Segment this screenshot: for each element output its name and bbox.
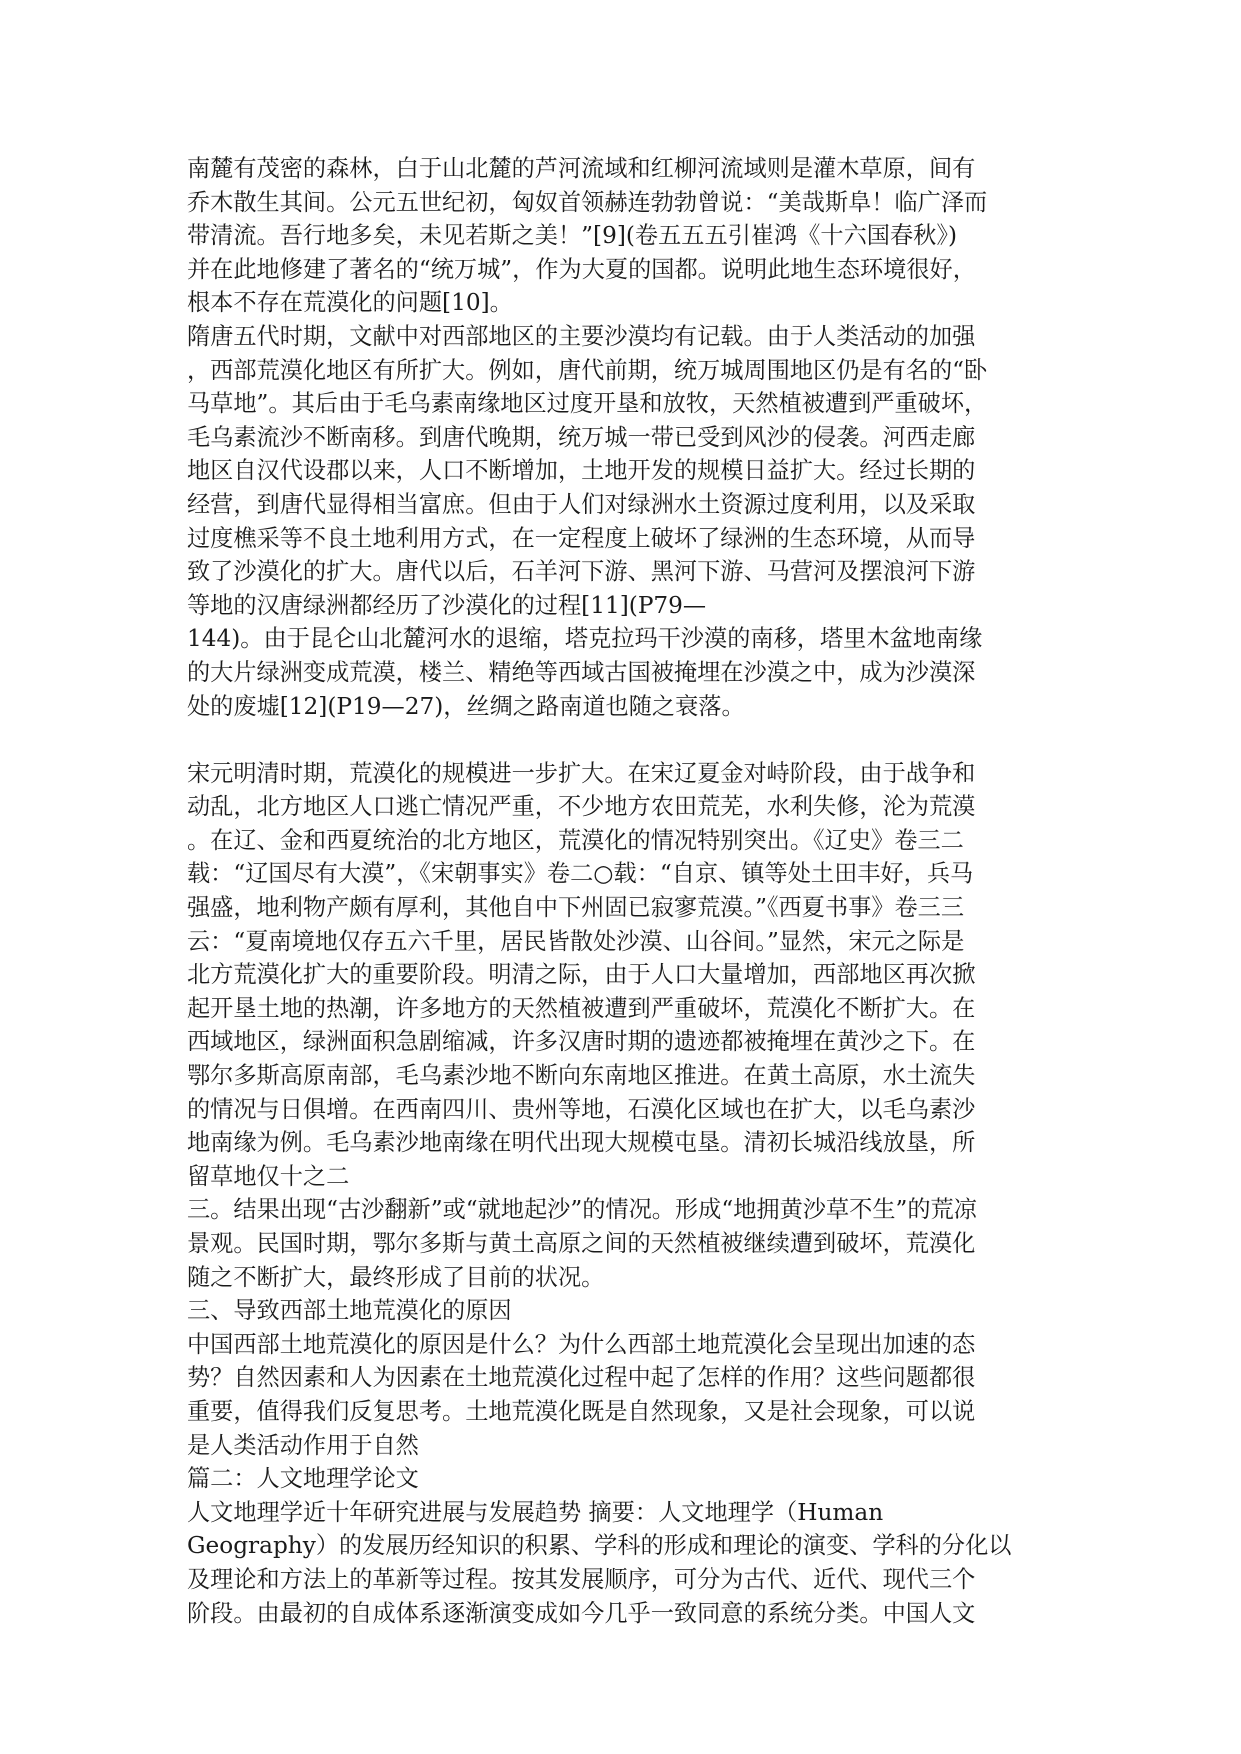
text-line: 马草地”。其后由于毛乌素南缘地区过度开垦和放牧，天然植被遭到严重破坏，	[187, 390, 988, 418]
text-line: 三、导致西部土地荒漠化的原因	[187, 1297, 512, 1325]
text-line: 起开垦土地的热潮，许多地方的天然植被遭到严重破坏，荒漠化不断扩大。在	[187, 994, 976, 1022]
text-line: 等地的汉唐绿洲都经历了沙漠化的过程[11](P79—	[187, 591, 707, 619]
text-line: 致了沙漠化的扩大。唐代以后，石羊河下游、黑河下游、马营河及摆浪河下游	[187, 558, 976, 586]
text-line: ，西部荒漠化地区有所扩大。例如，唐代前期，统万城周围地区仍是有名的“卧	[187, 356, 988, 384]
text-line: 过度樵采等不良土地利用方式，在一定程度上破坏了绿洲的生态环境，从而导	[187, 524, 976, 552]
text-line: 势？自然因素和人为因素在土地荒漠化过程中起了怎样的作用？这些问题都很	[187, 1364, 976, 1392]
text-line: 是人类活动作用于自然	[187, 1431, 419, 1459]
text-line: 篇二：人文地理学论文	[187, 1465, 419, 1493]
text-line: 动乱，北方地区人口逃亡情况严重，不少地方农田荒芜，水利失修，沦为荒漠	[187, 793, 976, 821]
text-line: 地区自汉代设郡以来，人口不断增加，土地开发的规模日益扩大。经过长期的	[187, 457, 976, 485]
text-line: 及理论和方法上的革新等过程。按其发展顺序，可分为古代、近代、现代三个	[187, 1565, 976, 1593]
text-line: 。在辽、金和西夏统治的北方地区，荒漠化的情况特别突出。《辽史》卷三二	[187, 826, 964, 854]
text-line: Geography）的发展历经知识的积累、学科的形成和理论的演变、学科的分化以	[187, 1532, 1012, 1560]
text-line: 随之不断扩大，最终形成了目前的状况。	[187, 1263, 605, 1291]
text-line: 隋唐五代时期，文献中对西部地区的主要沙漠均有记载。由于人类活动的加强	[187, 322, 976, 350]
text-line: 并在此地修建了著名的“统万城”，作为大夏的国都。说明此地生态环境很好，	[187, 255, 976, 283]
text-line: 阶段。由最初的自成体系逐渐演变成如今几乎一致同意的系统分类。中国人文	[187, 1599, 976, 1627]
text-line: 毛乌素流沙不断南移。到唐代晚期，统万城一带已受到风沙的侵袭。河西走廊	[187, 423, 976, 451]
text-line: 144)。由于昆仑山北麓河水的退缩，塔克拉玛干沙漠的南移，塔里木盆地南缘	[187, 625, 983, 653]
text-line: 南麓有茂密的森林，白于山北麓的芦河流域和红柳河流域则是灌木草原，间有	[187, 155, 976, 182]
text-line: 重要，值得我们反复思考。土地荒漠化既是自然现象，又是社会现象，可以说	[187, 1397, 976, 1425]
text-line: 云：“夏南境地仅存五六千里，居民皆散处沙漠、山谷间。”显然，宋元之际是	[187, 927, 965, 955]
text-line: 乔木散生其间。公元五世纪初，匈奴首领赫连勃勃曾说：“美哉斯阜！临广泽而	[187, 188, 988, 216]
text-line: 强盛，地利物产颇有厚利，其他自中下州固已寂寥荒漠。”《西夏书事》卷三三	[187, 894, 965, 922]
text-line: 西域地区，绿洲面积急剧缩减，许多汉唐时期的遗迹都被掩埋在黄沙之下。在	[187, 1028, 976, 1056]
text-line: 地南缘为例。毛乌素沙地南缘在明代出现大规模屯垦。清初长城沿线放垦，所	[187, 1129, 976, 1157]
text-line: 三。结果出现“古沙翻新”或“就地起沙”的情况。形成“地拥黄沙草不生”的荒凉	[187, 1196, 977, 1224]
text-line: 处的废墟[12](P19—27)，丝绸之路南道也随之衰落。	[187, 692, 745, 720]
text-line: 根本不存在荒漠化的问题[10]。	[187, 289, 513, 317]
text-line: 宋元明清时期，荒漠化的规模进一步扩大。在宋辽夏金对峙阶段，由于战争和	[187, 759, 976, 787]
body-text	[187, 152, 1067, 1630]
text-line: 中国西部土地荒漠化的原因是什么？为什么西部土地荒漠化会呈现出加速的态	[187, 1330, 976, 1358]
text-line: 的情况与日俱增。在西南四川、贵州等地，石漠化区域也在扩大，以毛乌素沙	[187, 1095, 976, 1123]
text-line: 人文地理学近十年研究进展与发展趋势 摘要：人文地理学（Human	[187, 1498, 884, 1526]
text-line: 载：“辽国尽有大漠”，《宋朝事实》卷二○载：“自京、镇等处土田丰好，兵马	[187, 860, 974, 888]
text-line: 留草地仅十之二	[187, 1162, 350, 1190]
text-line: 景观。民国时期，鄂尔多斯与黄土高原之间的天然植被继续遭到破坏，荒漠化	[187, 1230, 976, 1257]
text-line: 带清流。吾行地多矣，未见若斯之美！”[9](卷五五五引崔鸿《十六国春秋》)	[187, 222, 958, 250]
text-line: 北方荒漠化扩大的重要阶段。明清之际，由于人口大量增加，西部地区再次掀	[187, 961, 976, 989]
blank-line	[187, 723, 1067, 757]
text-line: 的大片绿洲变成荒漠，楼兰、精绝等西域古国被掩埋在沙漠之中，成为沙漠深	[187, 658, 976, 686]
text-line: 鄂尔多斯高原南部，毛乌素沙地不断向东南地区推进。在黄土高原，水土流失	[187, 1062, 976, 1090]
text-line: 经营，到唐代显得相当富庶。但由于人们对绿洲水土资源过度利用，以及采取	[187, 490, 976, 518]
